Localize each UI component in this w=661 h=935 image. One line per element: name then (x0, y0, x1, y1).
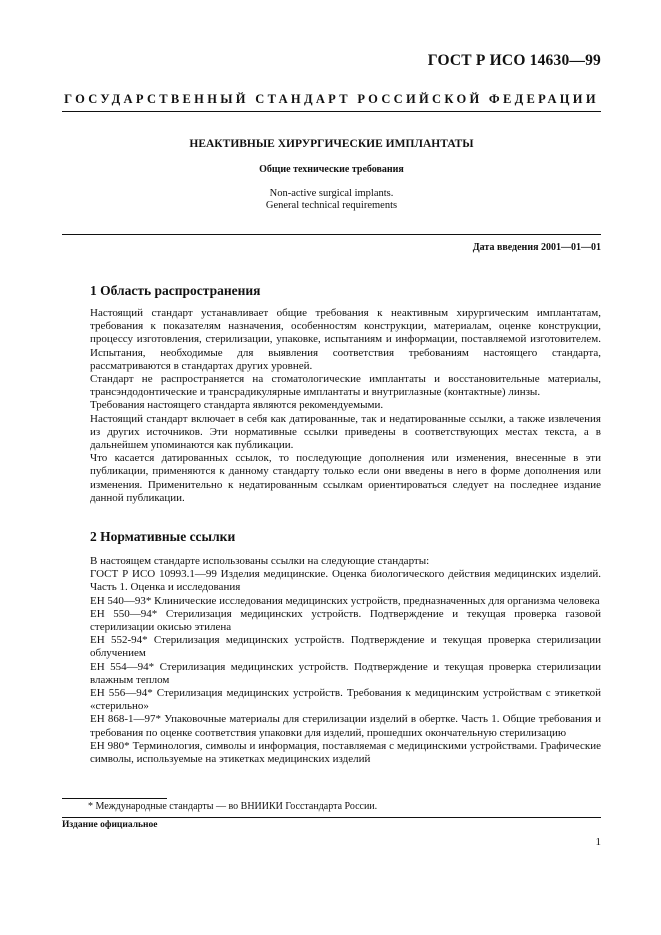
section-2-heading: 2 Нормативные ссылки (90, 529, 236, 544)
paragraph: Что касается датированных ссылок, то последующие дополнения или изменения, внесенные в эти публикации, применяются к данному стандарту только если они введены в него в форме дополнения или изменения. Применительно к недатированным ссылкам ориентироваться следует на последнее издание данной публикации. (90, 452, 601, 504)
reference-item: ЕН 552-94* Стерилизация медицинских устройств. Подтверждение и текущая проверка стерилизации облучением (90, 634, 601, 660)
reference-item: ЕН 554—94* Стерилизация медицинских устройств. Подтверждение и текущая проверка стерилизации влажным теплом (90, 660, 601, 686)
reference-item: ЕН 556—94* Стерилизация медицинских устройств. Требования к медицинским устройствам с этикеткой «стерильно» (90, 687, 601, 713)
page-number: 1 (595, 836, 601, 848)
footnote-divider (62, 798, 167, 799)
reference-item: ЕН 868-1—97* Упаковочные материалы для стерилизации изделий в обертке. Часть 1. Общие требования и требования по оценке соответствия упаковки для изделий, прошедших окончательную стерилизацию (90, 713, 601, 739)
english-title-line-1: Non-active surgical implants. (269, 188, 394, 199)
section-2-body (90, 555, 601, 766)
english-title-line-2: General technical requirements (265, 200, 398, 211)
header-divider (62, 111, 601, 112)
paragraph: Настоящий стандарт устанавливает общие требования к неактивным хирургическим имплантатам, требования к показателям назначения, особенностям конструкции, материалам, оценке конструкции, процессу изготовления, стерилизации, упаковке, испытаниям и информации, поставляемой изготовителем. Испытания, необходимые для выявления соответствия требованиям настоящего стандарта, рассматриваются в стандартах других уровней. (90, 307, 601, 372)
reference-item: ЕН 540—93* Клинические исследования медицинских устройств, предназначенных для организма человека (90, 594, 600, 607)
edition-label: Издание официальное (62, 820, 158, 830)
document-code: ГОСТ Р ИСО 14630—99 (427, 52, 601, 69)
paragraph: Настоящий стандарт включает в себя как датированные, так и недатированные ссылки, а также извлечения из других источников. Эти нормативные ссылки приведены в соответствующих местах текста, а в дальнейшем упоминаются как публикации. (90, 412, 601, 452)
title-divider (62, 234, 601, 235)
reference-item: ЕН 980* Терминология, символы и информация, поставляемая с медицинскими устройствами. Графические символы, используемые на этикетках медицинских изделий (90, 739, 601, 766)
footnote: * Международные стандарты — во ВНИИКИ Госстандарта России. (88, 801, 378, 812)
paragraph: Стандарт не распространяется на стоматологические имплантаты и восстановительные материалы, трансэндодонтические и трансрадикулярные имплантаты и внутриглазные (контактные) линзы. (90, 373, 601, 399)
reference-item: ЕН 550—94* Стерилизация медицинских устройств. Подтверждение и текущая проверка газовой стерилизации окисью этилена (90, 607, 601, 634)
section-1-body (90, 307, 601, 505)
paragraph: Требования настоящего стандарта являются рекомендуемыми. (90, 399, 384, 412)
standard-subtitle: Общие технические требования (259, 164, 404, 175)
introduction-date: Дата введения 2001—01—01 (472, 242, 601, 253)
standard-title: НЕАКТИВНЫЕ ХИРУРГИЧЕСКИЕ ИМПЛАНТАТЫ (189, 138, 474, 150)
state-standard-title: ГОСУДАРСТВЕННЫЙ СТАНДАРТ РОССИЙСКОЙ ФЕДЕРАЦИИ (64, 92, 599, 106)
reference-item: ГОСТ Р ИСО 10993.1—99 Изделия медицинские. Оценка биологического действия медицинских изделий. Часть 1. Оценка и исследования (90, 568, 601, 594)
edition-divider (62, 817, 601, 818)
english-title (62, 188, 601, 212)
section-1-heading: 1 Область распространения (90, 283, 261, 298)
references-intro: В настоящем стандарте использованы ссылки на следующие стандарты: (90, 555, 430, 567)
